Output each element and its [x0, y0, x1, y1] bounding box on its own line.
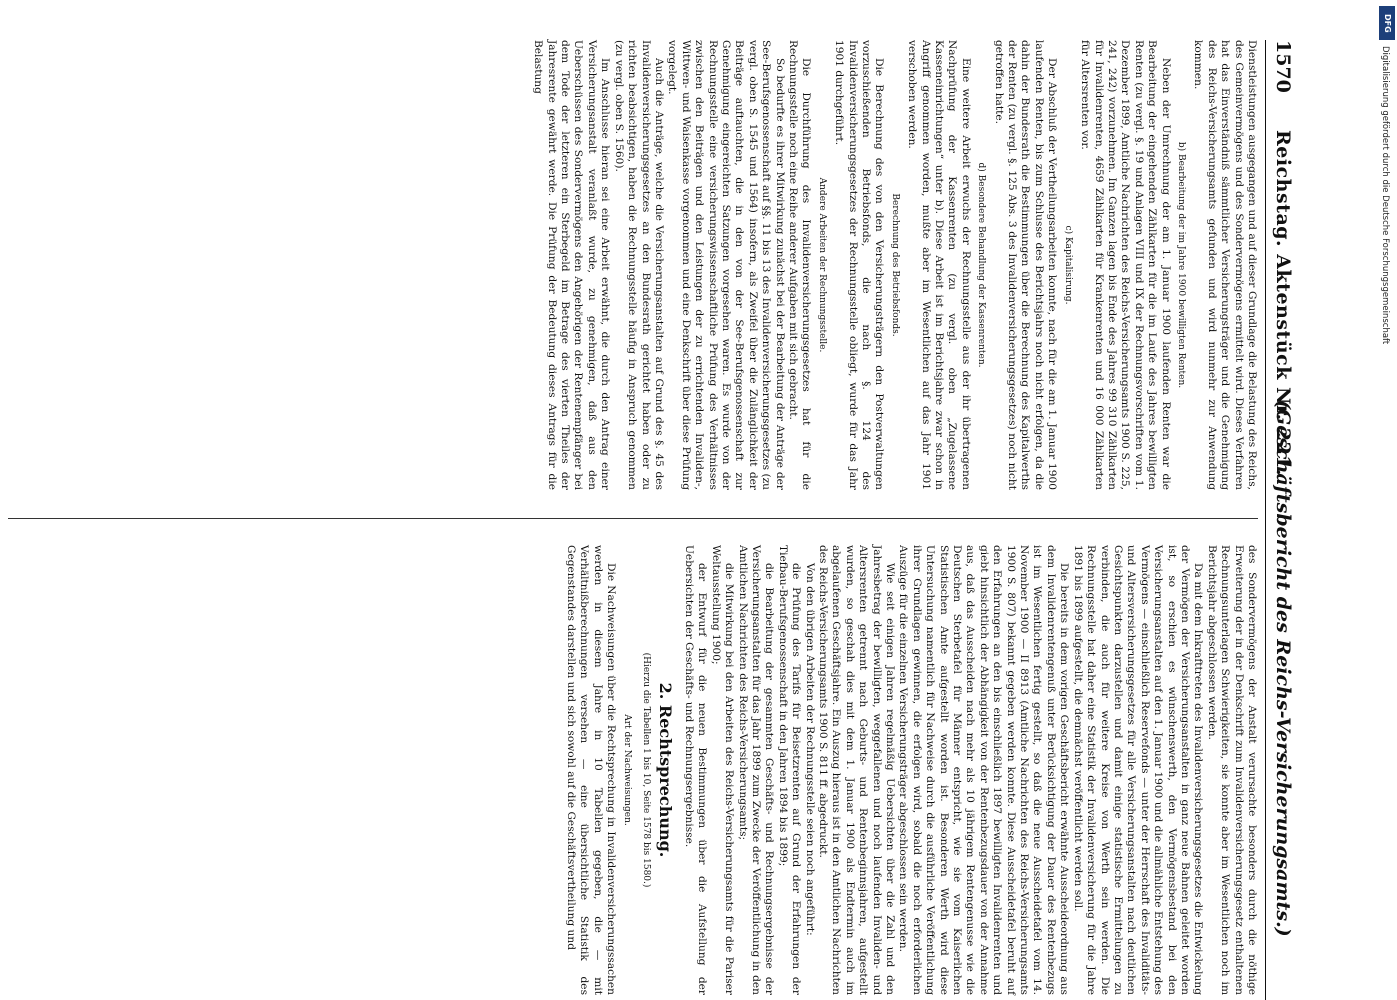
section-note: (Hierzu die Tabellen 1 bis 10, Seite 1578 bis 1580.) [641, 652, 652, 888]
paragraph: die Mitwirkung bei den Arbeiten des Reichs-Versicherungsamts für die Pariser Weltausstellung 1900; [709, 545, 736, 995]
paragraph: Die bereits in dem vorigen Geschäftsbericht erwähnte Ausscheideordnung aus dem Invalidenrentengenuß unter Berücksichtigung der Dauer des Rentenbezugs ist im Wesentlichen fertig gestellt, so daß die neue Ausscheidetafel vom 14. November 1900 — II 8913 (Amtliche Nachrichten des Reichs-Versicherungsamts 1900 S. 807) bekannt gegeben werden konnte. Diese Ausscheidetafel beruht auf den Erfahrungen an den bis einschließlich 1897 bewilligten Invalidenrenten und giebt hinsichtlich der Abhängigkeit von der Rentenbezugsdauer von der Annahme aus, daß das Ausscheiden nach mehr als 10 jährigem Rentengenusse wie die Deutschen Sterbetafel für Männer entspricht, wie sie vom Kaiserlichen Statistischen Amte aufgestellt worden ist. Besonderen Werth wird diese Untersuchung namentlich für Nachweise durch die ausführliche Veröffentlichung ihrer Grundlagen gewinnen, die erfolgen wird, sobald die noch erforderlichen Auszüge für die einzelnen Versicherungsträger abgeschlossen sein werden. [897, 545, 1071, 995]
subheading: b) Bearbeitung der im Jahre 1900 bewilligten Renten. [1175, 141, 1186, 389]
paragraph: Der Abschluß der Vertheilungsarbeiten konnte, nach für die am 1. Januar 1900 laufenden Renten, bis zum Schlusse des Berichtsjahrs noch nicht erfolgen, da die dahin der Bundesrath die Bestimmungen über die Berechnung des Kapitalwerths der Renten (zu vergl. §. 125 Abs. 3 des Invalidenversicherungsgesetzes) noch nicht getroffen hatte. [992, 40, 1059, 490]
subheading: Art der Nachweisungen. [621, 714, 632, 826]
dfg-logo: DFG [1379, 6, 1395, 40]
paragraph: die Bearbeitung der gesammten Geschäfts- und Rechnungsergebnisse der Versicherungsanstalten für das Jahr 1899 zum Zwecke der Veröffentlichung in den Amtlichen Nachrichten des Reichs-Versicherungsamts; [736, 545, 776, 995]
rotated-page [0, 40, 1300, 1000]
paragraph: Im Anschlusse hieran sei eine Arbeit erwähnt, die durch den Antrag einer Versicherungsanstalt veranlaßt wurde, zu genehmigen, daß aus den Ueberschüssen des Sondervermögens den Angehörigen der Rentenempfänger bei dem Tode der letzteren ein Sterbegeld im Betrage des vierten Theiles der Jahresrente gewährt werde. Die Prüfung der Bedeutung dieses Antrags für die Belastung [532, 40, 612, 490]
digitization-credit: Digitalisierung gefördert durch die Deutsche Forschungsgemeinschaft [1380, 46, 1390, 345]
paragraph: Da mit dem Inkrafttreten des Invalidenversicherungsgesetzes die Entwickelung der Vermögen der Versicherungsanstalten in ganz neue Bahnen geleitet worden ist, so erschien es wünschenswerth, den Vermögensbestand bei den Versicherungsanstalten auf den 1. Januar 1900 und die allmähliche Entstehung des Vermögens — einschließlich Reservefonds — unter der Herrschaft des Invaliditäts- und Altersversicherungsgesetzes für alle Versicherungsanstalten nach deutlichen Gesichtspunkten darzustellen und damit einige statistische Ermittelungen zu verbinden, die auch für weitere Kreise von Werth sein werden. Die Rechnungsstelle hat daher eine Statistik der Invalidenversicherung für die Jahre 1891 bis 1899 aufgestellt, die demnächst veröffentlicht werden soll. [1071, 545, 1205, 995]
subheading: d) Besondere Behandlung der Kassenrenten. [976, 162, 987, 368]
paragraph: Auch die Anträge, welche die Versicherungsanstalten auf Grund des §. 45 des Invalidenversicherungsgesetzes an den Bundesrath gerichtet haben oder zu richten beabsichtigen, haben die Rechnungsstelle häufig in Anspruch genommen (zu vergl. oben S. 1560). [612, 40, 665, 490]
subheading: c) Kapitalisirung. [1062, 225, 1073, 305]
left-column [531, 40, 1258, 490]
paragraph: Neben der Umrechnung der am 1. Januar 1900 laufenden Renten war die Bearbeitung der eingehenden Zählkarten für die im Laufe des Jahres bewilligten Renten (zu vergl. §. 19 und Anlagen VIII und IX der Rechnungsvorschriften vom 1. Dezember 1899, Amtliche Nachrichten des Reichs-Versicherungsamts 1900 S. 225, 241, 242) vorzunehmen. Im Ganzen lagen bis Ende des Jahres 99 310 Zählkarten für Invalidenrenten, 4659 Zählkarten für Krankenrenten und 16 000 Zählkarten für Altersrenten vor. [1079, 40, 1172, 490]
paragraph: die Prüfung des Tarifs für Beisetzrenten auf Grund der Erfahrungen der Tiefbau-Berufsgenossenschaft in den Jahren 1894 bis 1899; [776, 545, 803, 995]
subheading: Berechnung des Betriebsfonds. [889, 193, 900, 337]
column-divider [8, 518, 1258, 519]
paragraph: Die Durchführung des Invalidenversicherungsgesetzes hat für die Rechnungsstelle noch eine Reihe anderer Aufgaben mit sich gebracht. [787, 40, 813, 490]
paragraph: Die Nachweisungen über die Rechtsprechung in Invalidenversicherungssachen werden in diesem Jahre in 10 Tabellen gegeben, die — mit Verhältnißberechnungen versehen — eine übersichtliche Statistik des Gegenstandes darstellen und sich sowohl auf die Geschäftsvertheilung und [565, 545, 618, 995]
page-header [1265, 40, 1300, 1000]
paragraph: Dienstleistungen ausgegangen und auf dieser Grundlage die Belastung des Reichs, des Gemeinvermögens und des Sondervermögens ermittelt wird. Dieses Verfahren hat das Einverständniß sämmtlicher Versicherungsträger und die Genehmigung des Reichs-Versicherungsamts gefunden und wird nunmehr zur Anwendung kommen. [1192, 40, 1258, 490]
paragraph: Von den übrigen Arbeiten der Rechnungsstelle seien noch angeführt: [803, 563, 816, 936]
digitization-sidebar [1377, 0, 1397, 1000]
right-column [564, 545, 1258, 995]
section-heading: 2. Rechtsprechung. [655, 682, 675, 858]
paragraph: Wie seit einigen Jahren regelmäßig Uebersichten über die Zahl und den Jahresbetrag der bewilligten, weggefallenen und noch laufenden Invaliden- und Altersrenten getrennt nach Geburts- und Rentenbeginnsjahren, aufgestellt wurden, so geschah dies mit dem 1. Januar 1900 als Endtermin auch im abgelaufenen Geschäftsjahre. Ein Auszug hieraus ist in den Amtlichen Nachrichten des Reichs-Versicherungsamts 1900 S. 811 ff. abgedruckt. [817, 545, 897, 995]
subheading: Andere Arbeiten der Rechnungsstelle. [816, 177, 827, 353]
page-title: Reichstag. Aktenstück Nr. 221. [1272, 130, 1294, 477]
paragraph: der Entwurf für die neuen Bestimmungen über die Aufstellung der Uebersichten der Geschäfts- und Rechnungsergebnisse. [682, 545, 709, 995]
paragraph: des Sondervermögens der Anstalt verursachte besonders durch die nöthige Erweiterung der in der Denkschrift zum Invalidenversicherungsgesetz enthaltenen Rechnungsunterlagen Schwierigkeiten, sie konnte aber im Wesentlichen noch im Berichtsjahr abgeschlossen werden. [1205, 545, 1258, 995]
page-number: 1570 [1272, 40, 1294, 93]
paragraph: Eine weitere Arbeit erwuchs der Rechnungsstelle aus der ihr übertragenen Nachprüfung der Kassenrenten (zu vergl. oben „Zugelassene Kasseneinrichtungen“ unter b). Diese Arbeit ist im Berichtsjahre zwar schon in Angriff genommen worden, mußte aber im Wesentlichen auf das Jahr 1901 verschoben werden. [906, 40, 972, 490]
paragraph: So bedurfte es ihrer Mitwirkung zunächst bei der Bearbeitung der Anträge der See-Berufsgenossenschaft auf §§. 11 bis 13 des Invalidenversicherungsgesetzes (zu vergl. oben S. 1545 und 1564) insofern, als Zweifel über die Zulänglichkeit der Beiträge auftauchten, die in den von der See-Berufsgenossenschaft zur Genehmigung eingereichten Satzungen vorgesehen waren. Es wurde von der Rechnungsstelle eine versicherungswissenschaftliche Prüfung des Verhältnisses zwischen den Beiträgen und den Leistungen der zu errichtenden Invaliden-, Wittwen- und Waisenkasse vorgenommen und eine Denkschrift über diese Prüfung vorgelegt. [666, 40, 786, 490]
page-subtitle: (Geschäftsbericht des Reichs-Versicherungsamts.) [1272, 400, 1294, 937]
paragraph: Die Berechnung des von den Versicherungsträgern den Postverwaltungen vorzuschießenden Betriebsfonds, die nach §. 124 des Invalidenversicherungsgesetzes der Rechnungsstelle obliegt, wurde für das Jahr 1901 durchgeführt. [833, 40, 886, 490]
